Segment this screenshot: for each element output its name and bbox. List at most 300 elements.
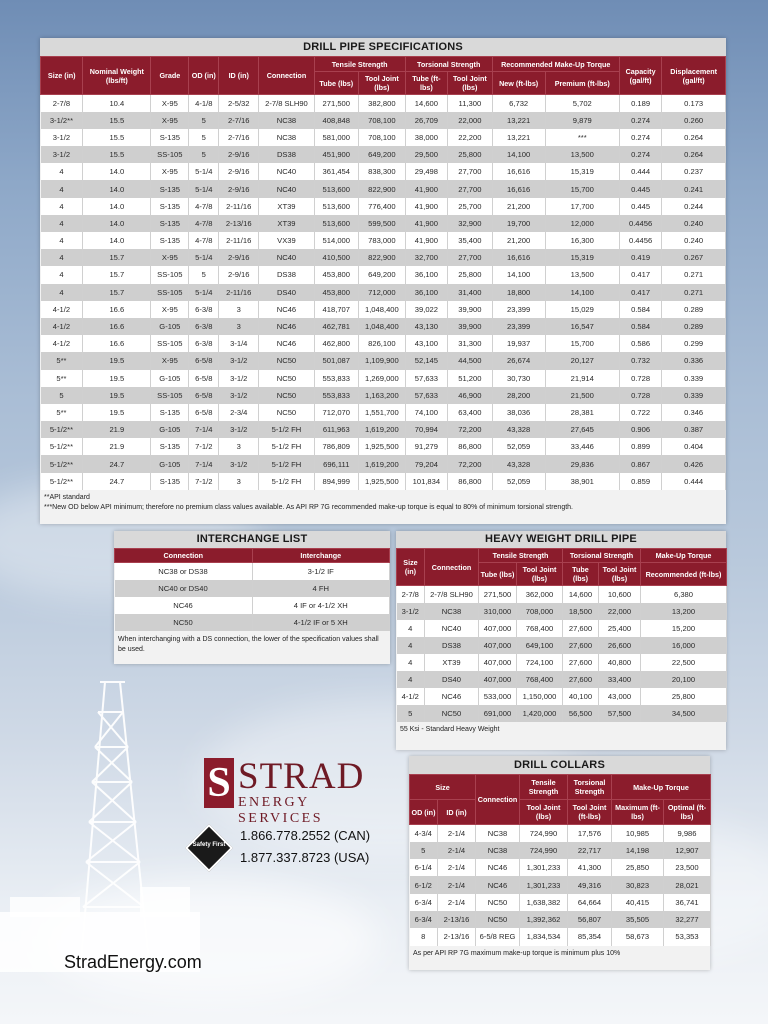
- table-cell: NC46: [259, 335, 314, 352]
- table-cell: 0.289: [662, 301, 726, 318]
- table-cell: 783,000: [359, 232, 406, 249]
- table-cell: 17,700: [545, 198, 619, 215]
- table-cell: 101,834: [405, 473, 447, 490]
- table-cell: 0.289: [662, 318, 726, 335]
- table-cell: 14.0: [83, 198, 151, 215]
- interchange-title: INTERCHANGE LIST: [114, 531, 390, 548]
- table-cell: 3-1/2: [219, 421, 259, 438]
- table-cell: 0.264: [662, 146, 726, 163]
- table-cell: 19.5: [83, 387, 151, 404]
- drill-pipe-title: DRILL PIPE SPECIFICATIONS: [40, 38, 726, 56]
- table-cell: 407,000: [479, 637, 517, 654]
- table-cell: 5-1/4: [189, 284, 219, 301]
- table-cell: 0.722: [619, 404, 661, 421]
- table-cell: 2-11/16: [219, 198, 259, 215]
- table-cell: 361,454: [314, 163, 359, 180]
- table-cell: 553,833: [314, 387, 359, 404]
- table-cell: 724,100: [517, 654, 563, 671]
- table-cell: 25,700: [448, 198, 493, 215]
- table-cell: DS38: [259, 266, 314, 283]
- table-cell: XT39: [259, 215, 314, 232]
- col-makeup: Recommended Make-Up Torque: [492, 57, 619, 72]
- table-cell: 16.6: [83, 318, 151, 335]
- table-cell: 5: [397, 705, 425, 722]
- table-row: [41, 335, 726, 352]
- table-cell: 27,700: [448, 180, 493, 197]
- table-cell: G-105: [151, 421, 189, 438]
- table-cell: 10,600: [599, 586, 641, 603]
- table-cell: 5-1/2 FH: [259, 438, 314, 455]
- table-cell: 41,900: [405, 232, 447, 249]
- table-cell: S-135: [151, 232, 189, 249]
- table-cell: 462,800: [314, 335, 359, 352]
- table-cell: DS40: [259, 284, 314, 301]
- table-cell: 15,319: [545, 249, 619, 266]
- table-cell: NC46: [425, 688, 479, 705]
- table-cell: 13,221: [492, 129, 545, 146]
- table-cell: 49,316: [568, 876, 612, 893]
- table-cell: 4: [397, 637, 425, 654]
- table-cell: 2-1/4: [438, 825, 476, 842]
- table-cell: 5-1/2 FH: [259, 455, 314, 472]
- table-cell: 418,707: [314, 301, 359, 318]
- table-cell: 3-1/2: [219, 455, 259, 472]
- table-cell: 27,700: [448, 163, 493, 180]
- col-tool-joint: Tool Joint (lbs): [517, 563, 563, 586]
- table-cell: 0.728: [619, 370, 661, 387]
- table-cell: 52,059: [492, 473, 545, 490]
- table-cell: 4 IF or 4-1/2 XH: [252, 597, 390, 614]
- table-cell: 4: [41, 163, 83, 180]
- table-cell: 4-7/8: [189, 198, 219, 215]
- table-cell: 4-1/8: [189, 95, 219, 112]
- table-cell: 26,674: [492, 352, 545, 369]
- table-row: [397, 586, 727, 603]
- table-cell: DS38: [425, 637, 479, 654]
- table-cell: 708,100: [359, 112, 406, 129]
- col-id: ID (in): [219, 57, 259, 95]
- table-cell: 4: [41, 232, 83, 249]
- table-cell: DS38: [259, 146, 314, 163]
- table-cell: 18,500: [563, 603, 599, 620]
- table-cell: 1,925,500: [359, 438, 406, 455]
- table-cell: 0.241: [662, 180, 726, 197]
- table-cell: 0.346: [662, 404, 726, 421]
- table-cell: 26,600: [599, 637, 641, 654]
- interchange-panel: [114, 531, 390, 664]
- table-row: [41, 198, 726, 215]
- col-connection: Connection: [259, 57, 314, 95]
- table-cell: 5-1/2 FH: [259, 421, 314, 438]
- table-cell: 2-7/8: [397, 586, 425, 603]
- table-cell: 79,204: [405, 455, 447, 472]
- table-cell: 2-1/4: [438, 859, 476, 876]
- col-tool-joint: Tool Joint (lbs): [520, 800, 568, 825]
- table-cell: S-135: [151, 198, 189, 215]
- drill-pipe-panel: [40, 38, 726, 524]
- table-cell: 13,500: [545, 146, 619, 163]
- table-row: [397, 688, 727, 705]
- table-row: [41, 301, 726, 318]
- col-capacity: Capacity (gal/ft): [619, 57, 661, 95]
- table-cell: 6-3/8: [189, 301, 219, 318]
- table-row: [41, 473, 726, 490]
- table-cell: VX39: [259, 232, 314, 249]
- table-cell: 6-5/8: [189, 404, 219, 421]
- col-size: Size (in): [397, 549, 425, 586]
- table-cell: 25,850: [612, 859, 664, 876]
- website-link[interactable]: StradEnergy.com: [64, 952, 202, 972]
- table-cell: 36,100: [405, 284, 447, 301]
- table-cell: 20,100: [641, 671, 727, 688]
- table-row: [41, 112, 726, 129]
- table-cell: 408,848: [314, 112, 359, 129]
- table-row: [410, 859, 711, 876]
- table-cell: 22,717: [568, 842, 612, 859]
- table-cell: 21,200: [492, 232, 545, 249]
- col-size: Size: [410, 775, 476, 800]
- col-makeup: Make-Up Torque: [612, 775, 711, 800]
- table-cell: 0.189: [619, 95, 661, 112]
- table-cell: 1,269,000: [359, 370, 406, 387]
- col-tensile: Tensile Strength: [520, 775, 568, 800]
- table-cell: XT39: [259, 198, 314, 215]
- table-cell: 1,150,000: [517, 688, 563, 705]
- table-cell: 0.260: [662, 112, 726, 129]
- table-cell: 724,990: [520, 825, 568, 842]
- hwdp-table: [396, 548, 727, 722]
- table-cell: 0.4456: [619, 215, 661, 232]
- table-cell: 15.7: [83, 266, 151, 283]
- table-cell: 5: [189, 129, 219, 146]
- table-cell: 2-7/8 SLH90: [425, 586, 479, 603]
- table-cell: NC40: [259, 249, 314, 266]
- table-cell: 1,834,534: [520, 928, 568, 945]
- table-cell: 462,781: [314, 318, 359, 335]
- table-cell: NC50: [115, 614, 253, 631]
- table-row: [41, 404, 726, 421]
- table-cell: 3: [219, 318, 259, 335]
- table-cell: 35,505: [612, 911, 664, 928]
- hwdp-note: 55 Ksi - Standard Heavy Weight: [400, 725, 500, 733]
- table-cell: 3-1/2**: [41, 112, 83, 129]
- table-cell: 14.0: [83, 163, 151, 180]
- table-cell: 4: [397, 654, 425, 671]
- table-cell: G-105: [151, 455, 189, 472]
- table-cell: 0.444: [619, 163, 661, 180]
- table-cell: 0.274: [619, 129, 661, 146]
- table-cell: 7-1/4: [189, 455, 219, 472]
- table-cell: 2-5/32: [219, 95, 259, 112]
- table-cell: 0.728: [619, 387, 661, 404]
- table-cell: 16,616: [492, 180, 545, 197]
- table-cell: 18,800: [492, 284, 545, 301]
- logo-mark: S: [204, 758, 234, 808]
- table-cell: NC38: [259, 112, 314, 129]
- table-cell: 16.6: [83, 301, 151, 318]
- table-cell: 9,986: [664, 825, 711, 842]
- table-cell: 30,823: [612, 876, 664, 893]
- table-row: [41, 318, 726, 335]
- table-cell: 41,900: [405, 180, 447, 197]
- table-cell: 6-1/2: [410, 876, 438, 893]
- table-cell: 5: [189, 266, 219, 283]
- table-cell: 57,633: [405, 370, 447, 387]
- table-cell: 40,415: [612, 894, 664, 911]
- table-cell: 19,700: [492, 215, 545, 232]
- table-cell: 513,600: [314, 180, 359, 197]
- col-torsional: Torsional Strength: [568, 775, 612, 800]
- table-cell: 6-3/4: [410, 911, 438, 928]
- table-cell: 17,576: [568, 825, 612, 842]
- table-cell: 6-1/4: [410, 859, 438, 876]
- table-cell: 2-11/16: [219, 284, 259, 301]
- table-cell: 649,200: [359, 146, 406, 163]
- table-cell: S-135: [151, 438, 189, 455]
- table-cell: 56,500: [563, 705, 599, 722]
- table-cell: 453,800: [314, 266, 359, 283]
- table-cell: 16,000: [641, 637, 727, 654]
- table-cell: 0.274: [619, 112, 661, 129]
- table-cell: 5-1/2**: [41, 473, 83, 490]
- table-cell: 407,000: [479, 620, 517, 637]
- table-row: [41, 232, 726, 249]
- table-cell: 513,600: [314, 198, 359, 215]
- table-cell: 3-1/2: [219, 352, 259, 369]
- drill-pipe-table: [40, 56, 726, 490]
- table-cell: S-135: [151, 215, 189, 232]
- table-cell: 724,990: [520, 842, 568, 859]
- table-cell: 15,200: [641, 620, 727, 637]
- table-cell: 0.867: [619, 455, 661, 472]
- table-cell: 85,354: [568, 928, 612, 945]
- table-cell: 0.299: [662, 335, 726, 352]
- table-cell: 581,000: [314, 129, 359, 146]
- table-cell: NC50: [259, 404, 314, 421]
- table-cell: 1,048,400: [359, 301, 406, 318]
- table-cell: 691,000: [479, 705, 517, 722]
- table-cell: 22,000: [599, 603, 641, 620]
- col-size: Size (in): [41, 57, 83, 95]
- table-cell: 0.173: [662, 95, 726, 112]
- table-cell: 2-9/16: [219, 249, 259, 266]
- table-cell: 58,673: [612, 928, 664, 945]
- table-cell: 611,963: [314, 421, 359, 438]
- table-cell: 3: [219, 438, 259, 455]
- table-cell: NC50: [259, 370, 314, 387]
- table-cell: 39,900: [448, 318, 493, 335]
- table-cell: 22,200: [448, 129, 493, 146]
- col-tensile: Tensile Strength: [479, 549, 563, 563]
- table-cell: 15.7: [83, 249, 151, 266]
- table-cell: 0.237: [662, 163, 726, 180]
- table-row: [41, 284, 726, 301]
- col-torsional: Torsional Strength: [563, 549, 641, 563]
- phone-usa: 1.877.337.8723 (USA): [240, 850, 370, 865]
- table-cell: 3-1/4: [219, 335, 259, 352]
- hwdp-title: HEAVY WEIGHT DRILL PIPE: [396, 531, 726, 548]
- table-cell: 38,036: [492, 404, 545, 421]
- table-cell: 8: [410, 928, 438, 945]
- table-cell: 1,638,382: [520, 894, 568, 911]
- table-cell: 15,700: [545, 180, 619, 197]
- table-cell: 2-9/16: [219, 180, 259, 197]
- col-connection: Connection: [476, 775, 520, 825]
- table-cell: 407,000: [479, 654, 517, 671]
- table-cell: S-135: [151, 404, 189, 421]
- table-row: [115, 580, 390, 597]
- table-cell: SS-105: [151, 335, 189, 352]
- table-cell: 7-1/2: [189, 473, 219, 490]
- table-cell: 27,600: [563, 654, 599, 671]
- table-cell: 51,200: [448, 370, 493, 387]
- table-cell: 25,800: [448, 266, 493, 283]
- table-row: [41, 215, 726, 232]
- table-cell: 2-7/16: [219, 112, 259, 129]
- table-cell: 0.419: [619, 249, 661, 266]
- table-cell: 3-1/2: [41, 146, 83, 163]
- table-cell: 2-13/16: [219, 215, 259, 232]
- table-row: [410, 911, 711, 928]
- table-row: [115, 597, 390, 614]
- table-cell: 3-1/2: [219, 370, 259, 387]
- table-cell: 4-1/2 IF or 5 XH: [252, 614, 390, 631]
- table-cell: 14,100: [545, 284, 619, 301]
- table-cell: 14.0: [83, 180, 151, 197]
- table-cell: 2-9/16: [219, 146, 259, 163]
- table-cell: 2-11/16: [219, 232, 259, 249]
- col-weight: Nominal Weight (lbs/ft): [83, 57, 151, 95]
- col-new: New (ft-lbs): [492, 72, 545, 95]
- table-cell: 553,833: [314, 370, 359, 387]
- table-row: [397, 620, 727, 637]
- table-cell: 0.271: [662, 266, 726, 283]
- col-maximum: Maximum (ft-lbs): [612, 800, 664, 825]
- table-cell: 5-1/2**: [41, 421, 83, 438]
- table-cell: 19,937: [492, 335, 545, 352]
- col-makeup: Make-Up Torque: [641, 549, 727, 563]
- table-row: [397, 705, 727, 722]
- table-cell: 362,000: [517, 586, 563, 603]
- table-cell: 6-5/8: [189, 370, 219, 387]
- table-cell: 72,200: [448, 455, 493, 472]
- table-cell: 5-1/4: [189, 180, 219, 197]
- col-interchange: Interchange: [252, 549, 390, 563]
- table-cell: 13,200: [641, 603, 727, 620]
- table-cell: 16,616: [492, 163, 545, 180]
- table-cell: X-95: [151, 112, 189, 129]
- table-cell: 513,600: [314, 215, 359, 232]
- col-tool-joint-torsional: Tool Joint (lbs): [448, 72, 493, 95]
- table-cell: 3: [219, 473, 259, 490]
- col-grade: Grade: [151, 57, 189, 95]
- table-cell: 1,048,400: [359, 318, 406, 335]
- table-cell: 27,600: [563, 620, 599, 637]
- table-cell: 28,381: [545, 404, 619, 421]
- table-cell: 696,111: [314, 455, 359, 472]
- table-cell: NC50: [259, 387, 314, 404]
- hwdp-panel: [396, 531, 726, 750]
- table-cell: 19.5: [83, 370, 151, 387]
- table-cell: 14,600: [405, 95, 447, 112]
- collars-note: As per API RP 7G maximum make-up torque is minimum plus 10%: [413, 949, 621, 957]
- col-id: ID (in): [438, 800, 476, 825]
- table-cell: NC50: [476, 894, 520, 911]
- table-cell: 2-3/4: [219, 404, 259, 421]
- table-cell: 31,400: [448, 284, 493, 301]
- table-cell: 46,900: [448, 387, 493, 404]
- table-cell: 38,000: [405, 129, 447, 146]
- table-cell: 23,399: [492, 301, 545, 318]
- table-row: [397, 603, 727, 620]
- table-cell: NC50: [259, 352, 314, 369]
- table-cell: 0.586: [619, 335, 661, 352]
- table-cell: 32,700: [405, 249, 447, 266]
- table-cell: 29,498: [405, 163, 447, 180]
- table-cell: 1,551,700: [359, 404, 406, 421]
- table-cell: 5: [410, 842, 438, 859]
- table-cell: SS-105: [151, 387, 189, 404]
- safety-first-label: Safety First: [192, 842, 226, 848]
- table-cell: 14,198: [612, 842, 664, 859]
- table-cell: 3-1/2: [397, 603, 425, 620]
- table-cell: 31,300: [448, 335, 493, 352]
- table-cell: 26,709: [405, 112, 447, 129]
- table-cell: 708,000: [517, 603, 563, 620]
- table-cell: 41,900: [405, 215, 447, 232]
- table-cell: 7-1/4: [189, 421, 219, 438]
- col-recommended: Recommended (ft-lbs): [641, 563, 727, 586]
- table-cell: 28,200: [492, 387, 545, 404]
- table-cell: 10,985: [612, 825, 664, 842]
- table-cell: 43,000: [599, 688, 641, 705]
- table-row: [41, 266, 726, 283]
- table-cell: 514,000: [314, 232, 359, 249]
- table-cell: 29,836: [545, 455, 619, 472]
- table-cell: 39,900: [448, 301, 493, 318]
- brand-subtitle: ENERGY SERVICES: [238, 795, 324, 826]
- table-cell: 2-1/4: [438, 876, 476, 893]
- table-cell: 2-13/16: [438, 911, 476, 928]
- table-cell: 649,200: [359, 266, 406, 283]
- table-cell: 410,500: [314, 249, 359, 266]
- table-row: [41, 421, 726, 438]
- table-cell: 12,000: [545, 215, 619, 232]
- table-cell: 14.0: [83, 215, 151, 232]
- table-cell: 40,800: [599, 654, 641, 671]
- table-cell: 15.7: [83, 284, 151, 301]
- table-cell: 86,800: [448, 473, 493, 490]
- brand-name: STRAD: [238, 756, 365, 797]
- table-cell: 21,200: [492, 198, 545, 215]
- table-cell: 30,730: [492, 370, 545, 387]
- table-cell: 91,279: [405, 438, 447, 455]
- table-cell: 0.859: [619, 473, 661, 490]
- table-cell: 56,807: [568, 911, 612, 928]
- table-row: [397, 671, 727, 688]
- table-cell: 22,500: [641, 654, 727, 671]
- table-cell: 0.336: [662, 352, 726, 369]
- table-cell: 9,879: [545, 112, 619, 129]
- table-cell: 22,000: [448, 112, 493, 129]
- table-cell: 453,800: [314, 284, 359, 301]
- table-cell: 501,087: [314, 352, 359, 369]
- table-cell: 768,400: [517, 620, 563, 637]
- table-cell: 451,900: [314, 146, 359, 163]
- table-cell: 52,059: [492, 438, 545, 455]
- table-cell: 533,000: [479, 688, 517, 705]
- table-cell: 2-7/8 SLH90: [259, 95, 314, 112]
